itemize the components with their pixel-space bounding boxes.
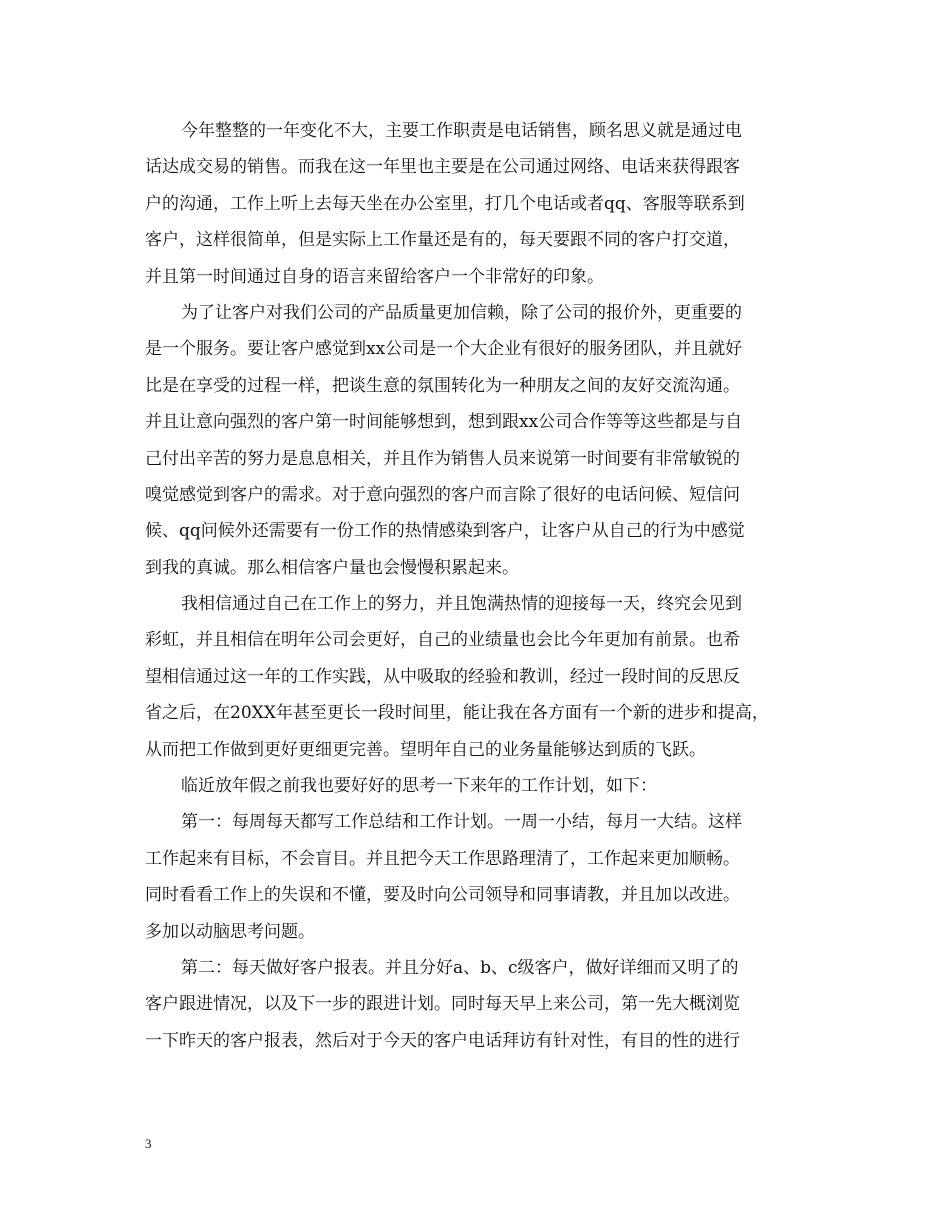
text-line: 是一个服务。要让客户感觉到xx公司是一个大企业有很好的服务团队，并且就好 — [145, 339, 743, 360]
text-line: 第一：每周每天都写工作总结和工作计划。一周一小结，每月一大结。这样 — [181, 812, 742, 833]
text-line: 临近放年假之前我也要好好的思考一下来年的工作计划，如下： — [181, 776, 657, 797]
page-number: 3 — [145, 1136, 152, 1151]
text-line: 省之后，在20XX年甚至更长一段时间里，能让我在各方面有一个新的进步和提高， — [145, 703, 769, 724]
text-line: 户的沟通，工作上听上去每天坐在办公室里，打几个电话或者qq、客服等联系到 — [145, 193, 745, 214]
text-line: 并且第一时间通过自身的语言来留给客户一个非常好的印象。 — [145, 266, 604, 287]
text-line: 从而把工作做到更好更细更完善。望明年自己的业务量能够达到质的飞跃。 — [145, 739, 706, 760]
text-line: 嗅觉感觉到客户的需求。对于意向强烈的客户而言除了很好的电话问候、短信问 — [145, 484, 740, 505]
text-line: 望相信通过这一年的工作实践，从中吸取的经验和教训，经过一段时间的反思反 — [145, 666, 740, 687]
text-line: 候、qq问候外还需要有一份工作的热情感染到客户，让客户从自己的行为中感觉 — [145, 521, 745, 542]
text-line: 为了让客户对我们公司的产品质量更加信赖，除了公司的报价外，更重要的 — [181, 302, 742, 323]
text-line: 并且让意向强烈的客户第一时间能够想到，想到跟xx公司合作等等这些都是与自 — [145, 412, 743, 433]
text-line: 我相信通过自己在工作上的努力，并且饱满热情的迎接每一天，终究会见到 — [181, 594, 742, 615]
text-line: 己付出辛苦的努力是息息相关，并且作为销售人员来说第一时间要有非常敏锐的 — [145, 448, 740, 469]
text-line: 彩虹，并且相信在明年公司会更好，自己的业绩量也会比今年更加有前景。也希 — [145, 630, 740, 651]
text-line: 到我的真诚。那么相信客户量也会慢慢积累起来。 — [145, 557, 519, 578]
text-line: 客户跟进情况，以及下一步的跟进计划。同时每天早上来公司，第一先大概浏览 — [145, 994, 740, 1015]
document-body — [145, 113, 825, 1059]
text-line: 一下昨天的客户报表，然后对于今天的客户电话拜访有针对性，有目的性的进行 — [145, 1030, 740, 1051]
text-line: 比是在享受的过程一样，把谈生意的氛围转化为一种朋友之间的友好交流沟通。 — [145, 375, 740, 396]
text-line: 话达成交易的销售。而我在这一年里也主要是在公司通过网络、电话来获得跟客 — [145, 157, 740, 178]
text-line: 工作起来有目标，不会盲目。并且把今天工作思路理清了，工作起来更加顺畅。 — [145, 848, 740, 869]
text-line: 同时看看工作上的失误和不懂，要及时向公司领导和同事请教，并且加以改进。 — [145, 885, 740, 906]
text-line: 第二：每天做好客户报表。并且分好a、b、c级客户，做好详细而又明了的 — [181, 957, 739, 978]
text-line: 多加以动脑思考问题。 — [145, 921, 315, 942]
text-line: 客户，这样很简单，但是实际上工作量还是有的，每天要跟不同的客户打交道， — [145, 230, 740, 251]
text-line: 今年整整的一年变化不大，主要工作职责是电话销售，顾名思义就是通过电 — [181, 121, 742, 141]
